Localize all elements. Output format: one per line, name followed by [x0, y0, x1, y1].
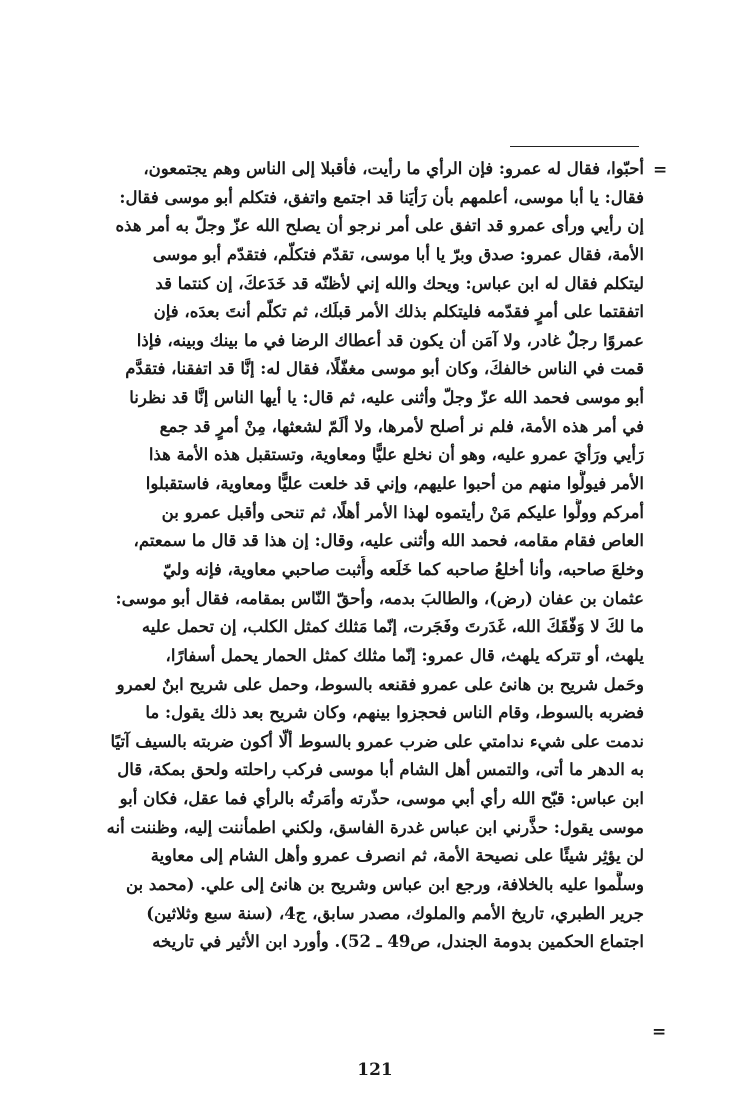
text-line: ما لكَ لا وَفّقَكَ الله، غَدَرتَ وفَجَرت، إنّما مَثلك كمثل الكلب، إن تحمل عليه: [141, 617, 644, 637]
text-line: يلهث، أو تتركه يلهث، قال عمرو: إنّما مثلك كمثل الحمار يحمل أسفارًا،: [165, 645, 644, 665]
text-line: رَأيي ورَأيَ عمرو عليه، وهو أن نخلع عليًّا ومعاوية، وتستقبل هذه الأمة هذا: [148, 445, 644, 465]
text-line: اتفقتما على أمرٍ فقدّمه فليتكلم بذلك الأمر قبلَك، ثم تكلّم أنتَ بعدَه، فإن: [153, 302, 644, 322]
text-line: أبو موسى فحمد الله عزّ وجلّ وأثنى عليه، ثم قال: يا أيها الناس إنَّا قد نظرنا: [129, 388, 644, 408]
page-number: 121: [357, 1060, 393, 1080]
text-line: ابن عباس: قبّح الله رأي أبي موسى، حذّرته وأمَرتُه بالرأي فما عقل، فكان أبو: [119, 789, 644, 809]
continuation-mark-bottom: =: [652, 1022, 667, 1042]
text-line: الأمة، فقال عمرو: صدق وبرّ يا أبا موسى، تقدّم فتكلّم، فتقدّم أبو موسى: [152, 244, 644, 264]
text-line: فقال: يا أبا موسى، أعلمهم بأن رَأيَنا قد اجتمع واتفق، فتكلم أبو موسى فقال:: [119, 187, 644, 207]
text-line: لن يؤثِر شيئًا على نصيحة الأمة، ثم انصرف عمرو وأهل الشام إلى معاوية: [150, 846, 644, 866]
text-line: جرير الطبري، تاريخ الأمم والملوك، مصدر سابق، ج4، (سنة سبع وثلاثين): [146, 903, 644, 923]
footnote-separator: [510, 146, 639, 147]
text-line: أحبّوا، فقال له عمرو: فإن الرأي ما رأيت، فأقبلا إلى الناس وهم يجتمعون،: [143, 159, 644, 178]
text-line: به الدهر ما أتى، والتمس أهل الشام أبا موسى فركب راحلته ولحق بمكة، قال: [117, 760, 644, 780]
text-line: موسى يقول: حذَّرني ابن عباس غدرة الفاسق، ولكني اطمأننت إليه، وظننت أنه: [106, 817, 644, 837]
text-line: أمركم وولُّوا عليكم مَنْ رأيتموه لهذا الأمر أهلًا، ثم تنحى وأقبل عمرو بن: [161, 502, 644, 522]
text-line: قمت في الناس خالفكَ، وكان أبو موسى مغفّلًا، فقال له: إنَّا قد اتفقنا، فتقدَّم: [125, 359, 644, 379]
text-line: اجتماع الحكمين بدومة الجندل، ص49 ـ 52). وأورد ابن الأثير في تاريخه: [152, 932, 644, 952]
text-line: وخلعَ صاحبه، وأنا أخلعُ صاحبه كما خَلَعه وأُثبت صاحبي معاوية، فإنه وليّ: [162, 559, 644, 579]
text-line: فضربه بالسوط، وقام الناس فحجزوا بينهم، وكان شريح بعد ذلك يقول: ما: [145, 703, 644, 723]
text-line: وحَمل شريح بن هانئ على عمرو فقنعه بالسوط، وحمل على شريح ابنٌ لعمرو: [116, 674, 644, 694]
footnote-text: [104, 155, 644, 957]
text-line: وسلَّموا عليه بالخلافة، ورجع ابن عباس وشريح بن هانئ إلى علي. (محمد بن: [125, 875, 644, 895]
text-line: ندمت على شيء ندامتي على ضرب عمرو بالسوط ألّا أكون ضربته بالسيف آتيًا: [110, 731, 644, 751]
text-line: في أمر هذه الأمة، فلم نر أصلح لأمرها، ولا ألَمّ لشعثها، مِنْ أمرٍ قد جمع: [159, 416, 644, 436]
text-line: عمروًا رجلٌ غادر، ولا آمَن أن يكون قد أعطاك الرضا في ما بينك وبينه، فإذا: [136, 330, 644, 350]
text-line: العاص فقام مقامه، فحمد الله وأثنى عليه، وقال: إن هذا قد قال ما سمعتم،: [133, 531, 644, 551]
text-line: إن رأيي ورأى عمرو قد اتفق على أمر نرجو أن يصلح الله عزّ وجلّ به أمر هذه: [115, 216, 644, 236]
text-line: الأمر فيولُّوا منهم من أحبوا عليهم، وإني قد خلعت عليًّا ومعاوية، فاستقبلوا: [145, 474, 644, 494]
text-line: ليتكلم فقال له ابن عباس: ويحك والله إني لأظنّه قد خَدَعكَ، إن كنتما قد: [155, 273, 644, 293]
text-line: عثمان بن عفان (رض)، والطالبَ بدمه، وأحقّ النّاس بمقامه، فقال أبو موسى:: [115, 588, 644, 608]
continuation-mark-top: =: [653, 160, 668, 180]
